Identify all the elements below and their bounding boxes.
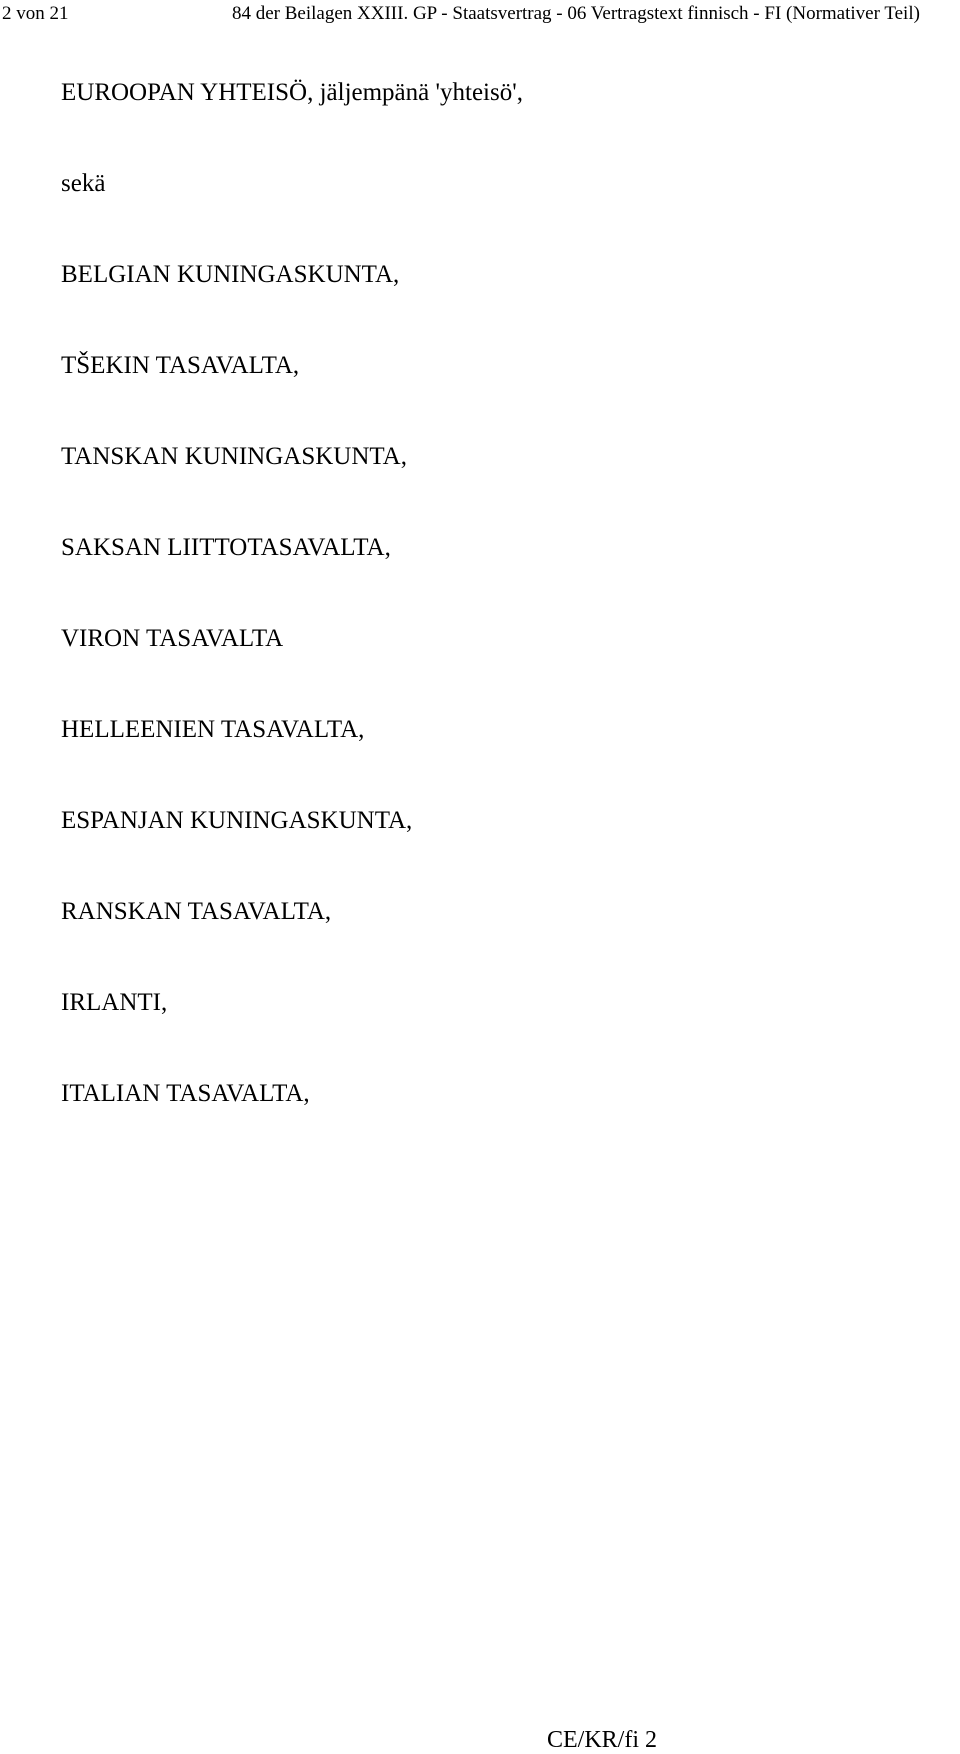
paragraph-germany: SAKSAN LIITTOTASAVALTA, [61, 534, 391, 561]
paragraph-community: EUROOPAN YHTEISÖ, jäljempänä 'yhteisö', [61, 79, 523, 106]
paragraph-ireland: IRLANTI, [61, 989, 168, 1016]
paragraph-estonia: VIRON TASAVALTA [61, 625, 284, 652]
footer-reference: CE/KR/fi 2 [546, 1727, 657, 1753]
page-indicator: 2 von 21 [2, 3, 69, 24]
document-title: 84 der Beilagen XXIII. GP - Staatsvertrag - 06 Vertragstext finnisch - FI (Normativer Teil) [232, 3, 920, 24]
paragraph-italy: ITALIAN TASAVALTA, [61, 1080, 310, 1107]
paragraph-france: RANSKAN TASAVALTA, [61, 898, 332, 925]
document-body [61, 78, 921, 1170]
paragraph-denmark: TANSKAN KUNINGASKUNTA, [61, 443, 407, 470]
paragraph-belgium: BELGIAN KUNINGASKUNTA, [61, 261, 400, 288]
paragraph-czech: TŠEKIN TASAVALTA, [61, 352, 300, 379]
paragraph-spain: ESPANJAN KUNINGASKUNTA, [61, 807, 413, 834]
page-header [0, 0, 960, 34]
paragraph-greece: HELLEENIEN TASAVALTA, [61, 716, 365, 743]
paragraph-conjunction: sekä [61, 170, 106, 197]
